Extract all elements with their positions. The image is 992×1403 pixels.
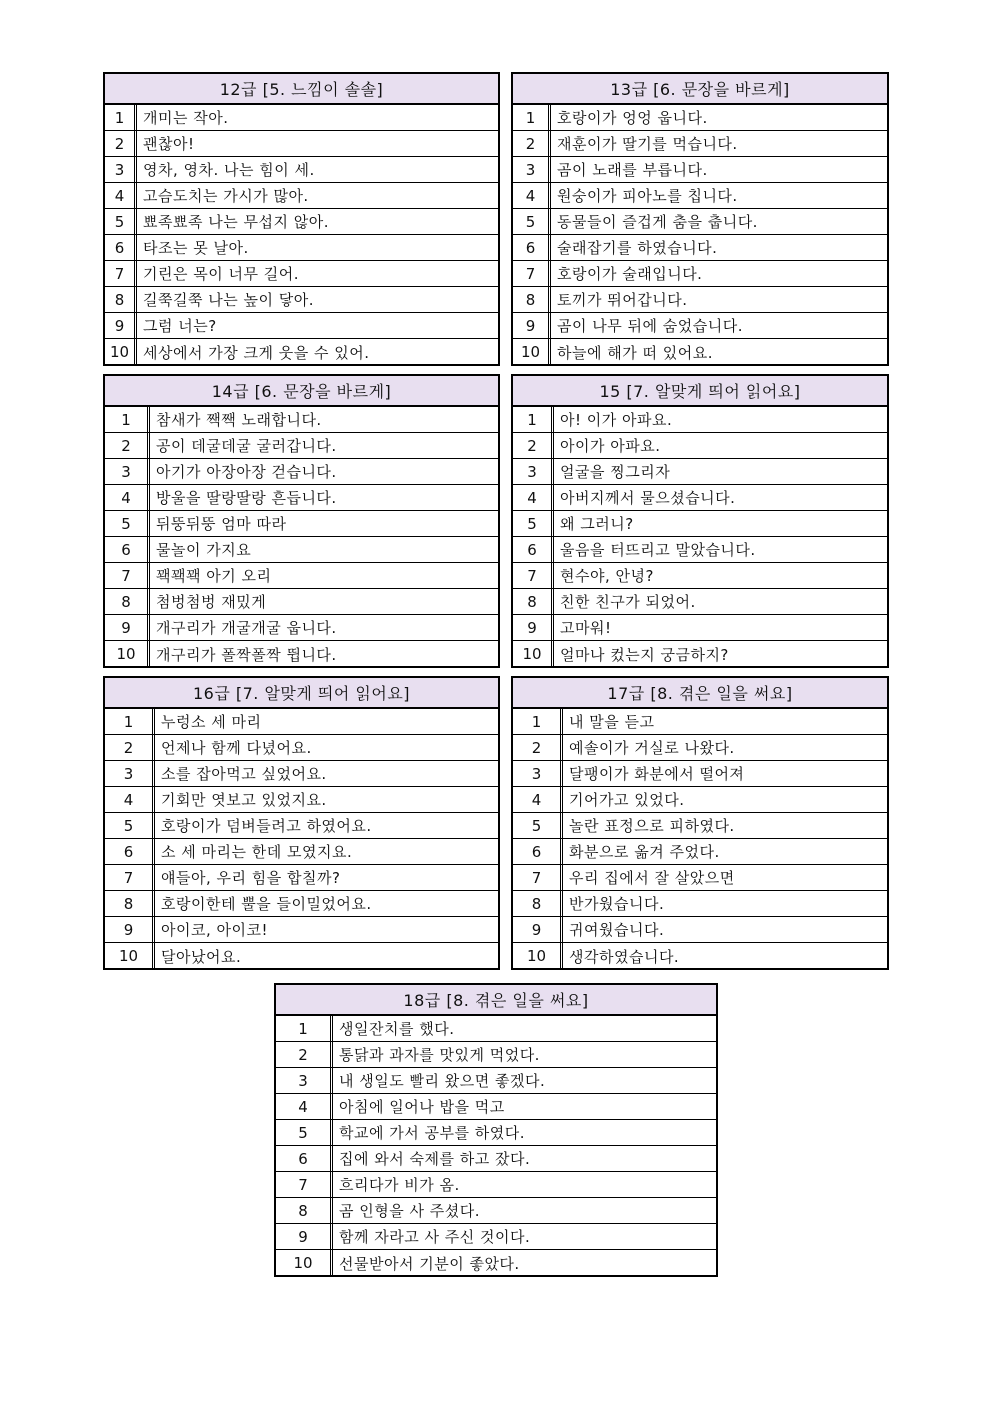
row-sentence: 함께 자라고 사 주신 것이다. [339,1228,531,1246]
table-row [276,1094,716,1120]
row-sentence: 학교에 가서 공부를 하였다. [339,1124,525,1142]
row-number: 7 [105,563,150,588]
table-row [276,1068,716,1094]
row-number: 9 [513,917,563,942]
row-number: 2 [513,735,563,760]
row-number: 7 [513,865,563,890]
table-row [105,105,498,131]
table-row [513,917,887,943]
row-sentence: 기린은 목이 너무 길어. [143,265,299,283]
row-number: 4 [513,485,554,510]
table-row [105,209,498,235]
row-number: 4 [105,787,155,812]
row-number: 6 [105,537,150,562]
row-number: 5 [513,511,554,536]
row-number: 3 [513,459,554,484]
row-number: 5 [513,813,563,838]
row-sentence: 영차, 영차. 나는 힘이 세. [143,161,315,179]
row-sentence: 반가웠습니다. [569,895,665,913]
table-row [513,485,887,511]
table-row [513,209,887,235]
row-sentence: 집에 와서 숙제를 하고 잤다. [339,1150,531,1168]
table-row [276,1016,716,1042]
row-sentence: 토끼가 뛰어갑니다. [557,291,688,309]
table-row [105,865,498,891]
table-level-12 [103,72,500,366]
row-sentence: 달아났어요. [161,947,242,966]
table-row [513,183,887,209]
row-sentence: 기회만 엿보고 있었지요. [161,791,327,809]
row-sentence: 뒤뚱뒤뚱 엄마 따라 [156,515,287,533]
table-row [513,615,887,641]
table-row [105,709,498,735]
row-sentence: 첨벙첨벙 재밌게 [156,593,267,611]
row-number: 10 [105,943,155,969]
table-level-16 [103,676,500,970]
row-sentence: 울음을 터뜨리고 말았습니다. [560,541,756,559]
table-row [513,339,887,365]
table-row [513,313,887,339]
row-number: 7 [513,261,551,286]
row-sentence: 세상에서 가장 크게 웃을 수 있어. [143,343,370,362]
row-sentence: 호랑이가 엉엉 웁니다. [557,109,708,127]
table-row [513,157,887,183]
row-number: 10 [105,339,137,365]
row-sentence: 놀란 표정으로 피하였다. [569,817,735,835]
row-sentence: 현수야, 안녕? [560,567,654,585]
table-row [513,459,887,485]
row-sentence: 뾰족뾰족 나는 무섭지 않아. [143,213,329,231]
table-row [513,287,887,313]
table-row [105,891,498,917]
table-row [513,839,887,865]
row-number: 2 [105,131,137,156]
row-number: 7 [105,261,137,286]
row-number: 4 [276,1094,333,1119]
row-sentence: 생일잔치를 했다. [339,1020,455,1038]
row-sentence: 개미는 작아. [143,109,229,127]
table-row [513,537,887,563]
row-number: 10 [513,339,551,365]
row-sentence: 방울을 딸랑딸랑 흔듭니다. [156,489,337,507]
table-row [513,709,887,735]
row-sentence: 얼굴을 찡그리자 [560,463,671,481]
table-row [513,813,887,839]
row-sentence: 타조는 못 날아. [143,239,249,257]
row-number: 8 [513,589,554,614]
row-sentence: 화분으로 옮겨 주었다. [569,843,720,861]
row-number: 3 [105,157,137,182]
row-sentence: 곰 인형을 사 주셨다. [339,1202,480,1220]
table-row [105,787,498,813]
row-sentence: 꽥꽥꽥 아기 오리 [156,567,272,585]
table-row [105,157,498,183]
row-sentence: 달팽이가 화분에서 떨어져 [569,765,745,783]
table-row [105,615,498,641]
row-sentence: 참새가 짹짹 노래합니다. [156,411,322,429]
row-number: 2 [105,735,155,760]
table-row [513,865,887,891]
row-number: 4 [513,183,551,208]
table-row [105,433,498,459]
row-number: 7 [513,563,554,588]
table-level-15 [511,374,889,668]
table-row [513,105,887,131]
row-sentence: 내 말을 듣고 [569,713,655,731]
row-number: 4 [105,183,137,208]
row-number: 1 [513,105,551,130]
table-level-18 [274,983,718,1277]
row-sentence: 아기가 아장아장 걷습니다. [156,463,337,481]
table-title: 15 [7. 알맞게 띄어 읽어요] [513,376,887,407]
row-number: 8 [513,287,551,312]
row-sentence: 친한 친구가 되었어. [560,593,696,611]
table-row [105,407,498,433]
row-number: 4 [513,787,563,812]
table-row [105,131,498,157]
row-number: 6 [513,537,554,562]
row-sentence: 통닭과 과자를 맛있게 먹었다. [339,1046,540,1064]
table-row [105,589,498,615]
row-sentence: 개구리가 폴짝폴짝 뜁니다. [156,645,337,664]
row-number: 9 [513,313,551,338]
row-sentence: 소 세 마리는 한데 모였지요. [161,843,353,861]
table-row [105,917,498,943]
row-sentence: 누렁소 세 마리 [161,713,262,731]
table-row [513,407,887,433]
table-row [513,891,887,917]
table-title: 13급 [6. 문장을 바르게] [513,74,887,105]
row-sentence: 아침에 일어나 밥을 먹고 [339,1098,505,1116]
table-title: 17급 [8. 겪은 일을 써요] [513,678,887,709]
row-sentence: 곰이 나무 뒤에 숨었습니다. [557,317,743,335]
row-sentence: 재훈이가 딸기를 먹습니다. [557,135,738,153]
table-row [513,563,887,589]
row-sentence: 언제나 함께 다녔어요. [161,739,312,757]
row-number: 8 [105,589,150,614]
row-number: 9 [276,1224,333,1249]
row-number: 5 [513,209,551,234]
row-sentence: 고슴도치는 가시가 많아. [143,187,309,205]
table-row [105,511,498,537]
row-number: 5 [105,813,155,838]
table-row [513,787,887,813]
table-row [105,485,498,511]
row-sentence: 그럼 너는? [143,317,217,335]
table-row [105,839,498,865]
row-sentence: 원숭이가 피아노를 칩니다. [557,187,738,205]
row-number: 3 [513,761,563,786]
row-number: 3 [105,761,155,786]
row-number: 6 [105,235,137,260]
row-sentence: 얘들아, 우리 힘을 합칠까? [161,869,341,887]
row-sentence: 귀여웠습니다. [569,921,665,939]
table-row [105,235,498,261]
row-sentence: 공이 데굴데굴 굴러갑니다. [156,437,337,455]
row-sentence: 호랑이한테 뿔을 들이밀었어요. [161,895,372,913]
table-row [105,261,498,287]
table-row [105,183,498,209]
table-row [513,261,887,287]
table-row [513,943,887,969]
table-row [105,313,498,339]
row-number: 5 [105,209,137,234]
table-row [513,131,887,157]
table-row [513,511,887,537]
table-row [105,813,498,839]
row-sentence: 흐리다가 비가 옴. [339,1176,460,1194]
table-title: 14급 [6. 문장을 바르게] [105,376,498,407]
table-row [105,339,498,365]
table-row [105,735,498,761]
row-number: 1 [513,407,554,432]
row-sentence: 괜찮아! [143,135,195,153]
row-sentence: 아버지께서 물으셨습니다. [560,489,736,507]
table-title: 18급 [8. 겪은 일을 써요] [276,985,716,1016]
table-row [513,641,887,667]
table-row [105,943,498,969]
row-sentence: 왜 그러니? [560,515,634,533]
row-number: 3 [513,157,551,182]
row-sentence: 아이가 아파요. [560,437,661,455]
row-sentence: 얼마나 컸는지 궁금하지? [560,645,729,664]
table-row [105,459,498,485]
row-number: 1 [276,1016,333,1041]
table-title: 16급 [7. 알맞게 띄어 읽어요] [105,678,498,709]
row-number: 8 [105,287,137,312]
row-number: 10 [513,641,554,667]
row-number: 10 [513,943,563,969]
table-row [513,235,887,261]
row-sentence: 예솔이가 거실로 나왔다. [569,739,735,757]
row-sentence: 동물들이 즐겁게 춤을 춥니다. [557,213,758,231]
row-number: 1 [105,709,155,734]
row-number: 8 [105,891,155,916]
row-number: 9 [105,313,137,338]
row-sentence: 물놀이 가지요 [156,541,252,559]
row-number: 2 [513,433,554,458]
row-number: 1 [105,407,150,432]
row-number: 6 [276,1146,333,1171]
row-number: 9 [105,615,150,640]
row-number: 2 [513,131,551,156]
table-level-13 [511,72,889,366]
table-level-17 [511,676,889,970]
table-row [276,1224,716,1250]
row-sentence: 아이코, 아이코! [161,921,268,939]
table-row [276,1120,716,1146]
row-sentence: 술래잡기를 하였습니다. [557,239,718,257]
row-sentence: 선물받아서 기분이 좋았다. [339,1254,520,1273]
table-row [276,1042,716,1068]
table-title: 12급 [5. 느낌이 솔솔] [105,74,498,105]
table-row [513,433,887,459]
row-sentence: 소를 잡아먹고 싶었어요. [161,765,327,783]
row-sentence: 아! 이가 아파요. [560,411,673,429]
row-number: 6 [513,839,563,864]
row-number: 10 [105,641,150,667]
table-row [276,1172,716,1198]
row-sentence: 생각하였습니다. [569,947,680,966]
row-number: 5 [105,511,150,536]
row-number: 3 [276,1068,333,1093]
row-number: 3 [105,459,150,484]
row-sentence: 우리 집에서 잘 살았으면 [569,869,735,887]
row-number: 1 [105,105,137,130]
row-number: 5 [276,1120,333,1145]
table-row [276,1198,716,1224]
row-number: 8 [276,1198,333,1223]
row-number: 9 [513,615,554,640]
row-sentence: 내 생일도 빨리 왔으면 좋겠다. [339,1072,546,1090]
row-number: 8 [513,891,563,916]
table-row [105,537,498,563]
table-row [513,761,887,787]
table-row [105,287,498,313]
table-row [513,589,887,615]
table-row [105,641,498,667]
row-number: 4 [105,485,150,510]
row-sentence: 호랑이가 덤벼들려고 하였어요. [161,817,372,835]
table-row [105,761,498,787]
row-number: 9 [105,917,155,942]
row-sentence: 호랑이가 술래입니다. [557,265,703,283]
row-number: 7 [105,865,155,890]
row-number: 7 [276,1172,333,1197]
row-number: 2 [105,433,150,458]
table-row [105,563,498,589]
row-sentence: 하늘에 해가 떠 있어요. [557,343,713,362]
row-number: 2 [276,1042,333,1067]
table-level-14 [103,374,500,668]
row-sentence: 개구리가 개굴개굴 웁니다. [156,619,337,637]
row-number: 1 [513,709,563,734]
table-row [276,1146,716,1172]
row-number: 10 [276,1250,333,1276]
row-sentence: 곰이 노래를 부릅니다. [557,161,708,179]
row-number: 6 [105,839,155,864]
table-row [276,1250,716,1276]
row-sentence: 기어가고 있었다. [569,791,685,809]
row-sentence: 고마워! [560,619,612,637]
table-row [513,735,887,761]
row-sentence: 길쭉길쭉 나는 높이 닿아. [143,291,314,309]
row-number: 6 [513,235,551,260]
